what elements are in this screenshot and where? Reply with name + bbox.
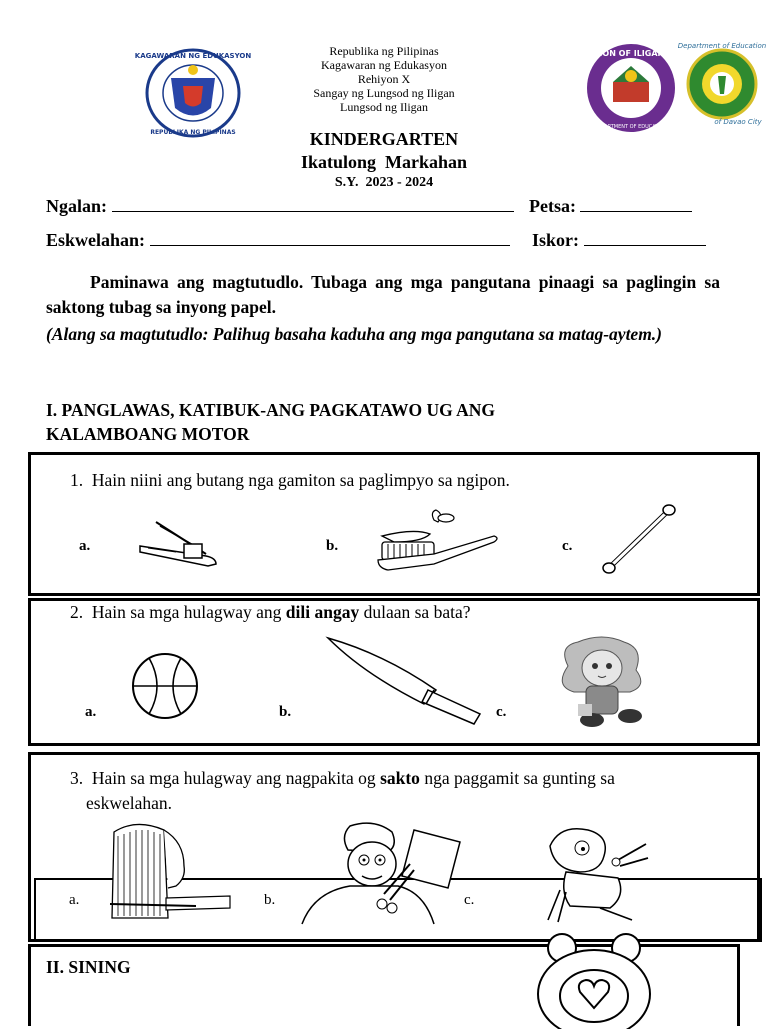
question-emphasis: dili angay (285, 602, 360, 622)
q3-option-c[interactable]: c. (464, 892, 475, 908)
teacher-note: (Alang sa magtutudlo: Palihug basaha kaduha ang mga pangutana sa matag-aytem.) (46, 324, 663, 344)
school-field[interactable] (46, 229, 510, 251)
q1-option-a[interactable]: a. (79, 538, 91, 554)
q3-option-a[interactable]: a. (69, 892, 80, 908)
q2-option-a[interactable]: a. (85, 704, 97, 720)
header-line: Rehiyon X (357, 72, 411, 86)
grade-title: KINDERGARTEN (309, 129, 459, 149)
question-1-text (70, 470, 510, 491)
nail-clipper-icon[interactable] (136, 520, 222, 577)
question-prompt-start: Hain sa mga hulagway ang (91, 602, 286, 622)
name-label: Ngalan: (46, 196, 108, 216)
toothbrush-icon[interactable] (374, 508, 500, 581)
school-label: Eskwelahan: (46, 230, 146, 250)
boy-playing-scissors-icon[interactable] (540, 826, 652, 931)
q2-option-c[interactable]: c. (496, 704, 507, 720)
svg-text:Department of Education: Department of Education (677, 42, 767, 50)
section-one-heading: I. PANGLAWAS, KATIBUK-ANG PAGKATAWO UG ANG KALAMBOANG MOTOR (46, 400, 496, 444)
question-number: 1. (70, 470, 84, 490)
q1-option-c[interactable]: c. (562, 538, 573, 554)
section-two-heading: II. SINING (46, 957, 131, 977)
header-line: Republika ng Pilipinas (329, 44, 439, 58)
header-line: Sangay ng Lungsod ng Iligan (313, 86, 455, 100)
svg-text:of Davao City: of Davao City (714, 118, 762, 126)
quarter-title: Ikatulong Markahan (300, 152, 468, 172)
date-field[interactable] (529, 195, 692, 217)
boy-cutting-paper-icon[interactable] (294, 820, 466, 935)
question-prompt-start: Hain sa mga hulagway ang nagpakita og (91, 768, 381, 788)
date-line[interactable] (580, 195, 692, 212)
cutting-hair-icon[interactable] (106, 822, 234, 927)
question-number: 3. (70, 768, 84, 788)
question-number: 2. (70, 602, 84, 622)
svg-text:DIVISION OF ILIGAN CITY: DIVISION OF ILIGAN CITY (574, 49, 688, 58)
davao-seal (678, 42, 766, 126)
question-emphasis: sakto (380, 768, 420, 788)
q2-option-b[interactable]: b. (279, 704, 292, 720)
question-prompt: Hain niini ang butang nga gamiton sa paglimpyo sa ngipon. (91, 470, 510, 490)
score-line[interactable] (584, 229, 706, 246)
svg-text:REPUBLIKA NG PILIPINAS: REPUBLIKA NG PILIPINAS (150, 129, 236, 136)
svg-text:KAGAWARAN NG EDUKASYON: KAGAWARAN NG EDUKASYON (134, 52, 252, 60)
score-field[interactable] (532, 229, 706, 251)
question-3-text (70, 766, 730, 816)
bear-heart-icon[interactable] (532, 934, 656, 1029)
school-year: S.Y. 2023 - 2024 (334, 175, 434, 190)
header-line: Lungsod ng Iligan (340, 100, 428, 114)
question-prompt-end: dulaan sa bata? (359, 602, 471, 622)
header-line: Kagawaran ng Edukasyon (321, 58, 447, 72)
division-seal (574, 42, 688, 134)
q3-option-b[interactable]: b. (264, 892, 276, 908)
instructions: Paminawa ang magtutudlo. Tubaga ang mga pangutana pinaagi sa paglingin sa saktong tubag sa inyong papel. (46, 272, 720, 317)
name-field[interactable] (46, 195, 514, 217)
date-label: Petsa: (529, 196, 576, 216)
school-line[interactable] (150, 229, 510, 246)
svg-text:DEPARTMENT OF EDUCATION: DEPARTMENT OF EDUCATION (594, 124, 668, 130)
doll-icon[interactable] (548, 636, 656, 737)
score-label: Iskor: (532, 230, 580, 250)
ball-icon[interactable] (129, 650, 201, 727)
knife-icon[interactable] (324, 634, 484, 731)
cotton-swab-icon[interactable] (600, 503, 680, 582)
q1-option-b[interactable]: b. (326, 538, 339, 554)
question-prompt-line2: eskwelahan. (86, 793, 173, 813)
question-2-text (70, 602, 470, 623)
name-line[interactable] (112, 195, 514, 212)
question-prompt-end: nga paggamit sa gunting sa (419, 768, 615, 788)
